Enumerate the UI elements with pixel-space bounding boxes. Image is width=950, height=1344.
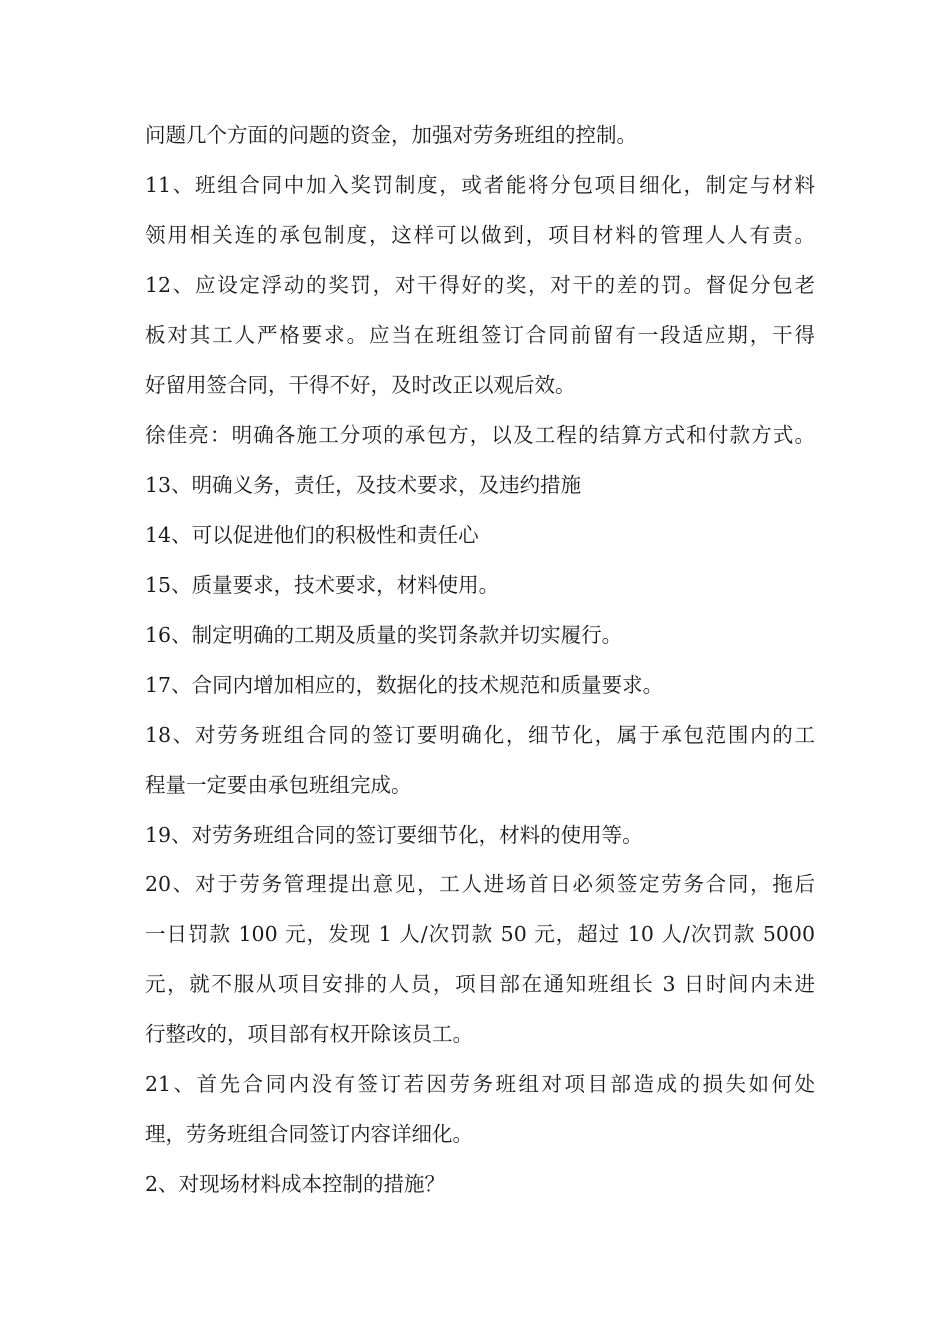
text-line: 11、班组合同中加入奖罚制度，或者能将分包项目细化，制定与材料 [145,173,815,197]
text-line: 2、对现场材料成本控制的措施？ [145,1172,446,1196]
text-line: 板对其工人严格要求。应当在班组签订合同前留有一段适应期，干得 [145,323,815,347]
text-line: 12、应设定浮动的奖罚，对干得好的奖，对干的差的罚。督促分包老 [145,273,815,297]
text-line: 理，劳务班组合同签订内容详细化。 [145,1122,473,1146]
text-line: 17、合同内增加相应的，数据化的技术规范和质量要求。 [145,673,664,697]
text-line: 好留用签合同，干得不好，及时改正以观后效。 [145,373,576,397]
text-line: 14、可以促进他们的积极性和责任心 [145,523,479,547]
text-line: 程量一定要由承包班组完成。 [145,773,412,797]
text-line: 徐佳亮：明确各施工分项的承包方，以及工程的结算方式和付款方式。 [145,423,815,447]
text-line: 19、对劳务班组合同的签订要细节化，材料的使用等。 [145,823,643,847]
text-line: 行整改的，项目部有权开除该员工。 [145,1022,473,1046]
text-line: 一日罚款 100 元，发现 1 人/次罚款 50 元，超过 10 人/次罚款 5000 [145,922,815,946]
text-line: 20、对于劳务管理提出意见，工人进场首日必须签定劳务合同，拖后 [145,872,815,896]
text-line: 问题几个方面的问题的资金，加强对劳务班组的控制。 [145,123,637,147]
text-line: 18、对劳务班组合同的签订要明确化，细节化，属于承包范围内的工 [145,723,815,747]
text-line: 领用相关连的承包制度，这样可以做到，项目材料的管理人人有责。 [145,223,815,247]
text-line: 元，就不服从项目安排的人员，项目部在通知班组长 3 日时间内未进 [145,972,815,996]
text-line: 16、制定明确的工期及质量的奖罚条款并切实履行。 [145,623,623,647]
text-line: 15、质量要求，技术要求，材料使用。 [145,573,500,597]
text-line: 13、明确义务，责任，及技术要求，及违约措施 [145,473,582,497]
text-line: 21、首先合同内没有签订若因劳务班组对项目部造成的损失如何处 [145,1072,815,1096]
